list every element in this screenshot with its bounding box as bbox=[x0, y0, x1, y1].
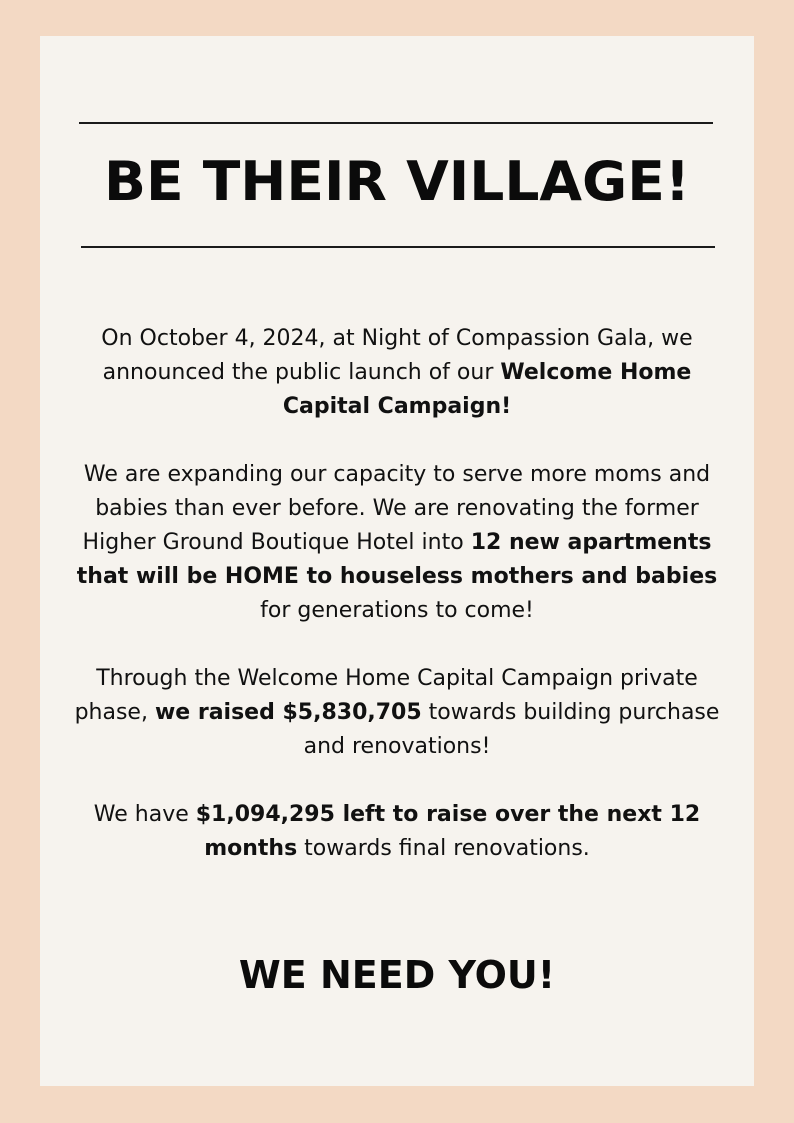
page-title: BE THEIR VILLAGE! bbox=[103, 150, 691, 213]
paragraph-expansion bbox=[70, 458, 724, 628]
bottom-divider bbox=[81, 246, 715, 248]
remaining-amount: $1,094,295 left to raise over the next 12 months bbox=[195, 802, 701, 861]
paragraph-remaining bbox=[70, 798, 724, 866]
paragraph-raised bbox=[70, 662, 724, 764]
paragraph-expansion-text-b: for generations to come! bbox=[260, 598, 534, 623]
paragraph-remaining-text-a: We have bbox=[93, 802, 196, 827]
campaign-name: Welcome Home Capital Campaign! bbox=[282, 360, 692, 419]
paragraph-launch bbox=[70, 322, 724, 424]
call-to-action: WE NEED YOU! bbox=[238, 953, 556, 997]
paragraph-expansion-text-a: We are expanding our capacity to serve more moms and babies than ever before. We are renovating the former Higher Ground Boutique Hotel into bbox=[82, 462, 711, 555]
flyer-card bbox=[40, 36, 754, 1086]
paragraph-raised-text-b: towards building purchase and renovations! bbox=[303, 700, 720, 759]
paragraph-raised-text-a: Through the Welcome Home Capital Campaign private phase, bbox=[74, 666, 698, 725]
apartments-highlight: 12 new apartments that will be HOME to houseless mothers and babies bbox=[76, 530, 718, 589]
paragraph-launch-text: On October 4, 2024, at Night of Compassion Gala, we announced the public launch of our bbox=[101, 326, 693, 385]
top-divider bbox=[79, 122, 713, 124]
body-text bbox=[70, 322, 724, 900]
raised-amount: we raised $5,830,705 bbox=[154, 700, 422, 725]
paragraph-remaining-text-b: towards final renovations. bbox=[297, 836, 590, 861]
